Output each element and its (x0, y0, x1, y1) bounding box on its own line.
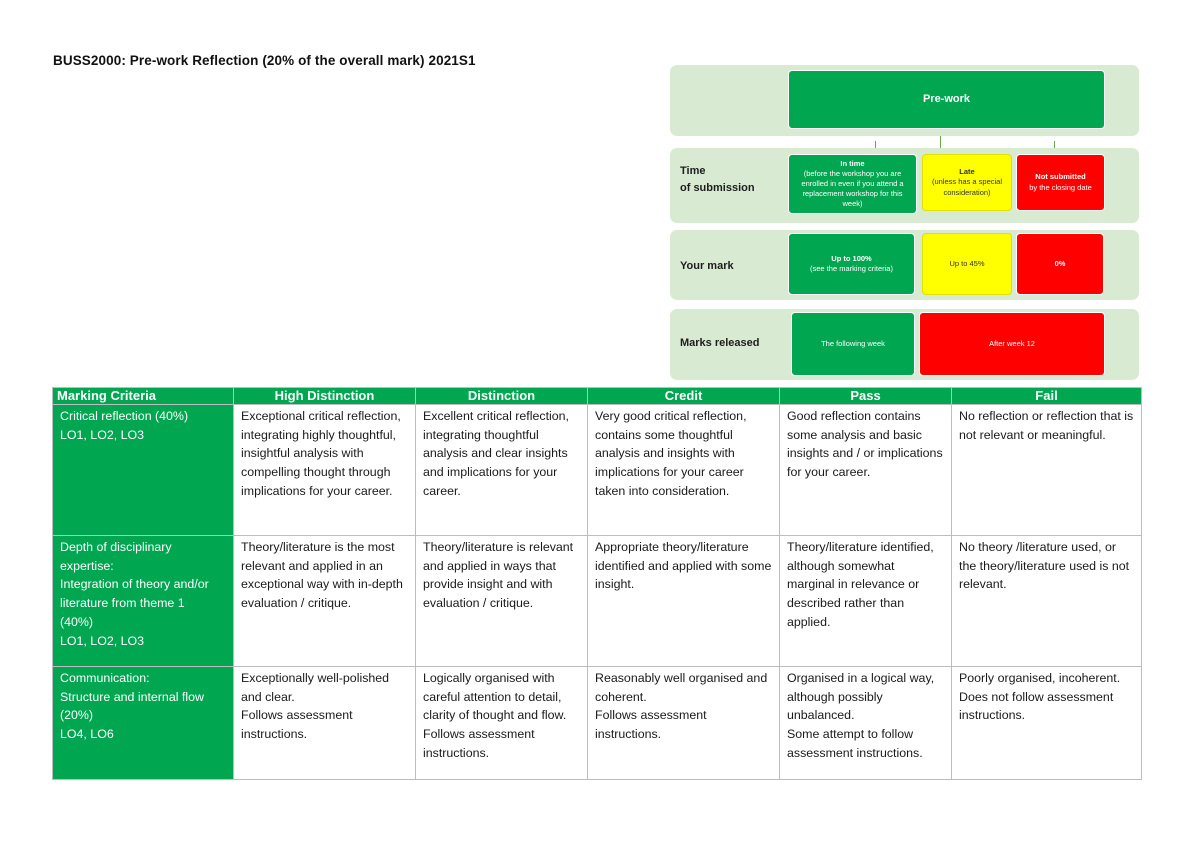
header-marking-criteria: Marking Criteria (53, 388, 234, 405)
time-of-submission-label: Time of submission (680, 165, 755, 195)
not-submitted-note: by the closing date (1029, 182, 1092, 192)
released-green-label: The following week (821, 338, 885, 348)
table-cell: Organised in a logical way, although possibly unbalanced. Some attempt to follow assessment instructions. (780, 667, 952, 780)
table-cell: Reasonably well organised and coherent. Follows assessment instructions. (588, 667, 780, 780)
table-cell: Exceptional critical reflection, integrating highly thoughtful, insightful analysis with compelling thought through implications for your career. (234, 405, 416, 536)
mark-up-to-100-box (788, 233, 915, 295)
prework-label: Pre-work (922, 93, 971, 106)
late-title: Late (959, 167, 975, 177)
table-cell: Logically organised with careful attention to detail, clarity of thought and flow. Follows assessment instructions. (416, 667, 588, 780)
table-cell: Very good critical reflection, contains some thoughtful analysis and insights with implications for your career taken into consideration. (588, 405, 780, 536)
mark-yellow-label: Up to 45% (949, 258, 985, 268)
rubric-header-row (53, 388, 1142, 405)
criterion-disciplinary-expertise: Depth of disciplinary expertise: Integration of theory and/or literature from theme 1 (40%) LO1, LO2, LO3 (53, 536, 234, 667)
table-cell: Poorly organised, incoherent. Does not follow assessment instructions. (952, 667, 1142, 780)
table-cell: Excellent critical reflection, integrating thoughtful analysis and clear insights and implications for your career. (416, 405, 588, 536)
mark-red-label: 0% (1054, 258, 1066, 268)
late-note: (unless has a special consideration) (931, 177, 1003, 197)
late-box (922, 154, 1012, 211)
not-submitted-title: Not submitted (1035, 172, 1086, 182)
marks-released-label: Marks released (680, 337, 760, 349)
table-row (53, 405, 1142, 536)
connector-line (940, 136, 941, 148)
table-cell: Theory/literature is the most relevant and applied in an exceptional way with in-depth evaluation / critique. (234, 536, 416, 667)
in-time-title: In time (840, 158, 865, 168)
criterion-communication: Communication: Structure and internal flow (20%) LO4, LO6 (53, 667, 234, 780)
header-fail: Fail (952, 388, 1142, 405)
table-cell: No reflection or reflection that is not relevant or meaningful. (952, 405, 1142, 536)
table-cell: Good reflection contains some analysis and basic insights and / or implications for your career. (780, 405, 952, 536)
released-following-week-box (791, 312, 915, 376)
table-cell: Appropriate theory/literature identified and applied with some insight. (588, 536, 780, 667)
released-red-label: After week 12 (989, 338, 1035, 348)
table-cell: No theory /literature used, or the theory/literature used is not relevant. (952, 536, 1142, 667)
table-cell: Theory/literature is relevant and applied in ways that provide insight and with evaluation / critique. (416, 536, 588, 667)
your-mark-label: Your mark (680, 260, 734, 272)
header-distinction: Distinction (416, 388, 588, 405)
table-cell: Theory/literature identified, although somewhat marginal in relevance or described rather than applied. (780, 536, 952, 667)
document-title: BUSS2000: Pre-work Reflection (20% of the overall mark) 2021S1 (53, 53, 476, 68)
submission-flow-diagram (670, 65, 1140, 383)
mark-up-to-45-box (922, 233, 1012, 295)
table-row (53, 536, 1142, 667)
prework-box (788, 70, 1105, 129)
criterion-critical-reflection: Critical reflection (40%) LO1, LO2, LO3 (53, 405, 234, 536)
marking-rubric-table (52, 387, 1142, 780)
mark-green-title: Up to 100% (831, 253, 872, 263)
header-high-distinction: High Distinction (234, 388, 416, 405)
header-credit: Credit (588, 388, 780, 405)
mark-zero-box (1016, 233, 1104, 295)
released-after-week-12-box (919, 312, 1105, 376)
in-time-box (788, 154, 917, 214)
not-submitted-box (1016, 154, 1105, 211)
in-time-note: (before the workshop you are enrolled in even if you attend a replacement workshop for this week) (801, 168, 904, 209)
table-cell: Exceptionally well-polished and clear. Follows assessment instructions. (234, 667, 416, 780)
header-pass: Pass (780, 388, 952, 405)
mark-green-note: (see the marking criteria) (810, 264, 893, 273)
table-row (53, 667, 1142, 780)
